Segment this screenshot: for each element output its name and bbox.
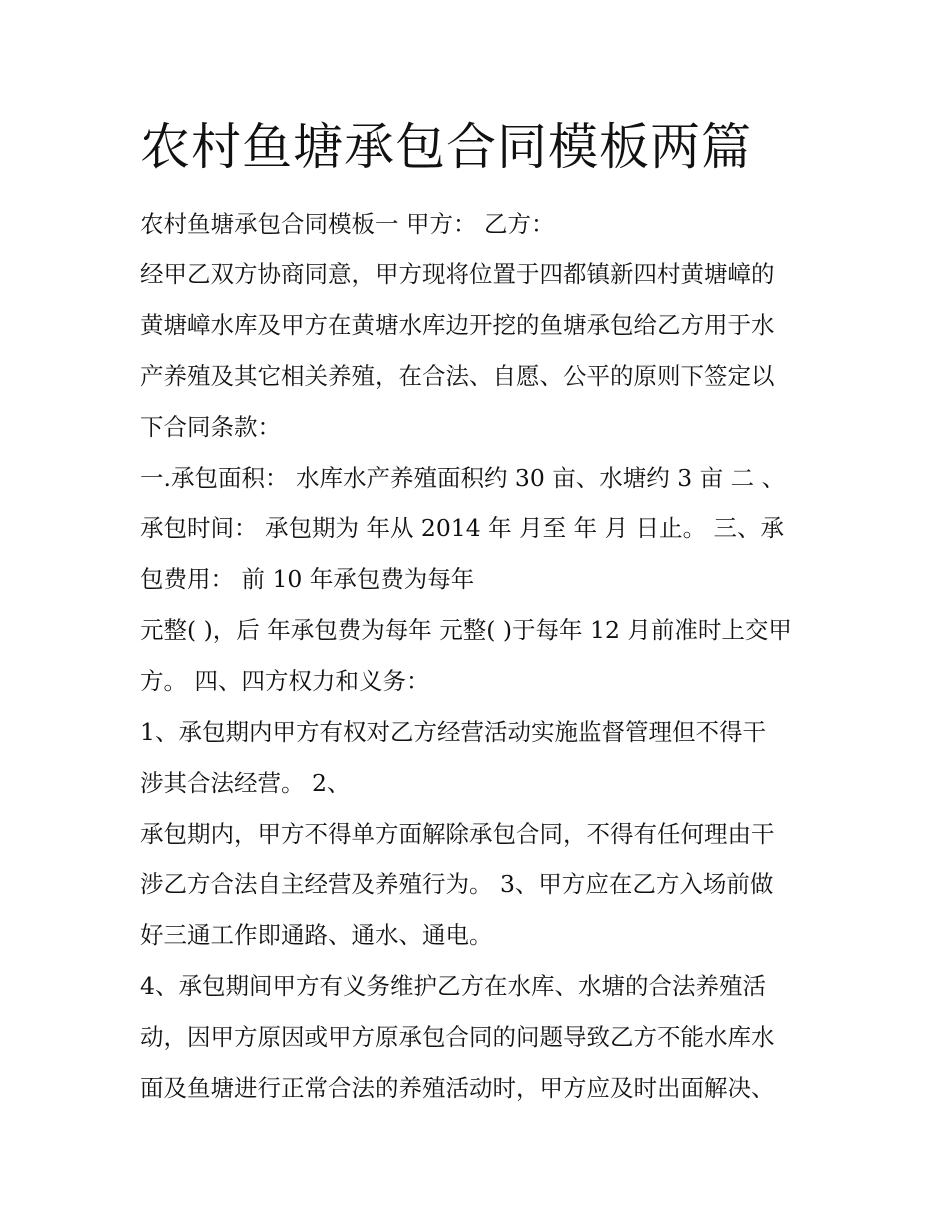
- body-line: 包费用： 前 10 年承包费为每年: [140, 565, 475, 593]
- body-line: 好三通工作即通路、通水、通电。: [140, 921, 493, 949]
- body-line: 黄塘嶂水库及甲方在黄塘水库边开挖的鱼塘承包给乙方用于水: [140, 311, 775, 339]
- body-line: 一.承包面积： 水库水产养殖面积约 30 亩、水塘约 3 亩 二 、: [140, 464, 786, 492]
- body-line: 元整( )，后 年承包费为每年 元整( )于每年 12 月前准时上交甲: [140, 616, 792, 644]
- body-line: 产养殖及其它相关养殖，在合法、自愿、公平的原则下签定以: [140, 362, 775, 390]
- body-line: 下合同条款：: [140, 413, 281, 441]
- body-line: 4、承包期间甲方有义务维护乙方在水库、水塘的合法养殖活: [140, 972, 766, 1000]
- body-line: 方。 四、四方权力和义务：: [140, 667, 430, 695]
- body-line: 动，因甲方原因或甲方原承包合同的问题导致乙方不能水库水: [140, 1023, 775, 1051]
- body-line: 经甲乙双方协商同意，甲方现将位置于四都镇新四村黄塘嶂的: [140, 260, 775, 288]
- body-line: 承包期内，甲方不得单方面解除承包合同，不得有任何理由干: [140, 820, 775, 848]
- document-title: 农村鱼塘承包合同模板两篇: [140, 118, 752, 176]
- body-line: 面及鱼塘进行正常合法的养殖活动时，甲方应及时出面解决、: [140, 1074, 775, 1102]
- body-line: 农村鱼塘承包合同模板一 甲方： 乙方：: [140, 210, 555, 238]
- body-line: 承包时间： 承包期为 年从 2014 年 月至 年 月 日止。 三、承: [140, 514, 785, 542]
- body-line: 涉其合法经营。 2、: [140, 769, 351, 797]
- body-line: 1、承包期内甲方有权对乙方经营活动实施监督管理但不得干: [140, 718, 766, 746]
- body-line: 涉乙方合法自主经营及养殖行为。 3、甲方应在乙方入场前做: [140, 870, 774, 898]
